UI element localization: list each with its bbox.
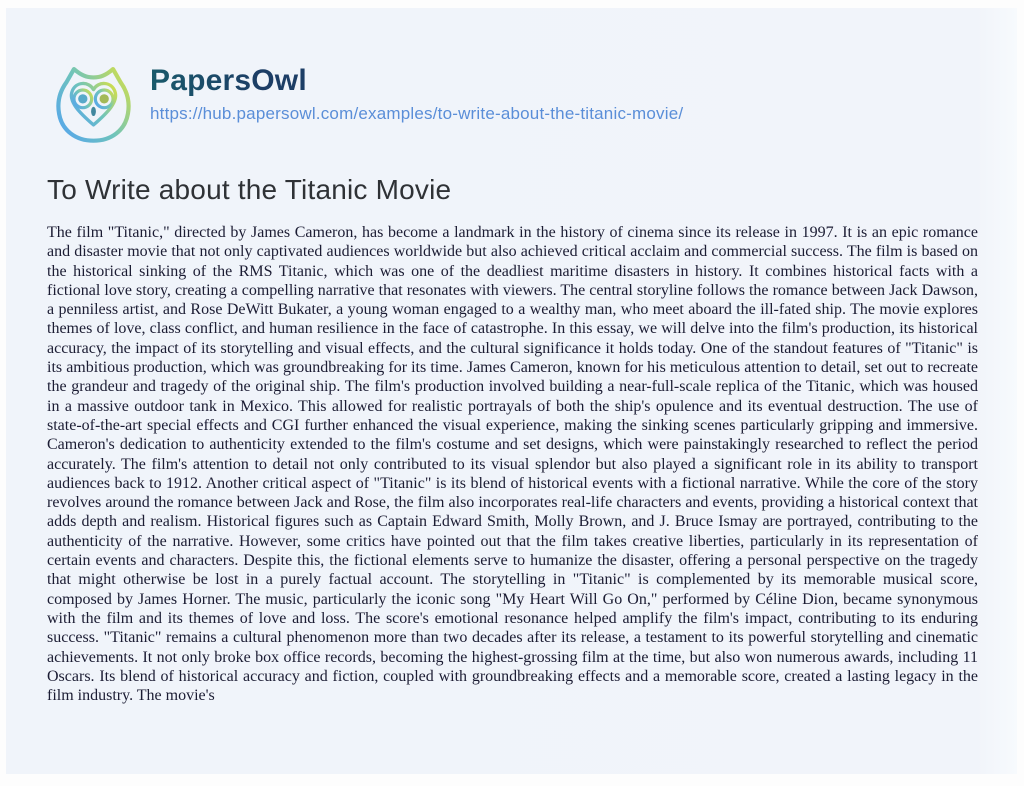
- article-content: [47, 8, 978, 705]
- site-header: [47, 57, 978, 150]
- brand-block: [150, 64, 683, 124]
- owl-beak: [91, 107, 96, 116]
- page-title: To Write about the Titanic Movie: [47, 174, 452, 205]
- owl-logo-icon: [47, 57, 140, 150]
- page-background: [6, 8, 1017, 774]
- source-url-link[interactable]: https://hub.papersowl.com/examples/to-write-about-the-titanic-movie/: [150, 104, 684, 123]
- brand-name: PapersOwl: [150, 64, 307, 97]
- essay-body-text: The film "Titanic," directed by James Cameron, has become a landmark in the history of cinema since its release in 1997. It is an epic romance and disaster movie that not only captivated audiences worldwide but also achieved critical acclaim and commercial success. The film is based on the historical sinking of the RMS Titanic, which was one of the deadliest maritime disasters in history. It combines historical facts with a fictional love story, creating a compelling narrative that resonates with viewers. The central storyline follows the romance between Jack Dawson, a penniless artist, and Rose DeWitt Bukater, a young woman engaged to a wealthy man, who meet aboard the ill-fated ship. The movie explores themes of love, class conflict, and human resilience in the face of catastrophe. In this essay, we will delve into the film's production, its historical accuracy, the impact of its storytelling and visual effects, and the cultural significance it holds today. One of the standout features of "Titanic" is its ambitious production, which was groundbreaking for its time. James Cameron, known for his meticulous attention to detail, set out to recreate the grandeur and tragedy of the original ship. The film's production involved building a near-full-scale replica of the Titanic, which was housed in a massive outdoor tank in Mexico. This allowed for realistic portrayals of both the ship's opulence and its eventual destruction. The use of state-of-the-art special effects and CGI further enhanced the visual experience, making the sinking scenes particularly gripping and immersive. Cameron's dedication to authenticity extended to the film's costume and set designs, which were painstakingly researched to reflect the period accurately. The film's attention to detail not only contributed to its visual splendor but also played a significant role in its ability to transport audiences back to 1912. Another critical aspect of "Titanic" is its blend of historical events with a fictional narrative. While the core of the story revolves around the romance between Jack and Rose, the film also incorporates real-life characters and events, providing a historical context that adds depth and realism. Historical figures such as Captain Edward Smith, Molly Brown, and J. Bruce Ismay are portrayed, contributing to the authenticity of the narrative. However, some critics have pointed out that the film takes creative liberties, particularly in its representation of certain events and characters. Despite this, the fictional elements serve to humanize the disaster, offering a personal perspective on the tragedy that might otherwise be lost in a purely factual account. The storytelling in "Titanic" is complemented by its memorable musical score, composed by James Horner. The music, particularly the iconic song "My Heart Will Go On," performed by Céline Dion, became synonymous with the film and its themes of love and loss. The score's emotional resonance helped amplify the film's impact, contributing to its enduring success. "Titanic" remains a cultural phenomenon more than two decades after its release, a testament to its powerful storytelling and cinematic achievements. It not only broke box office records, becoming the highest-grossing film at the time, but also won numerous awards, including 11 Oscars. Its blend of historical accuracy and fiction, coupled with groundbreaking effects and a memorable score, created a lasting legacy in the film industry. The movie's: [47, 224, 978, 705]
